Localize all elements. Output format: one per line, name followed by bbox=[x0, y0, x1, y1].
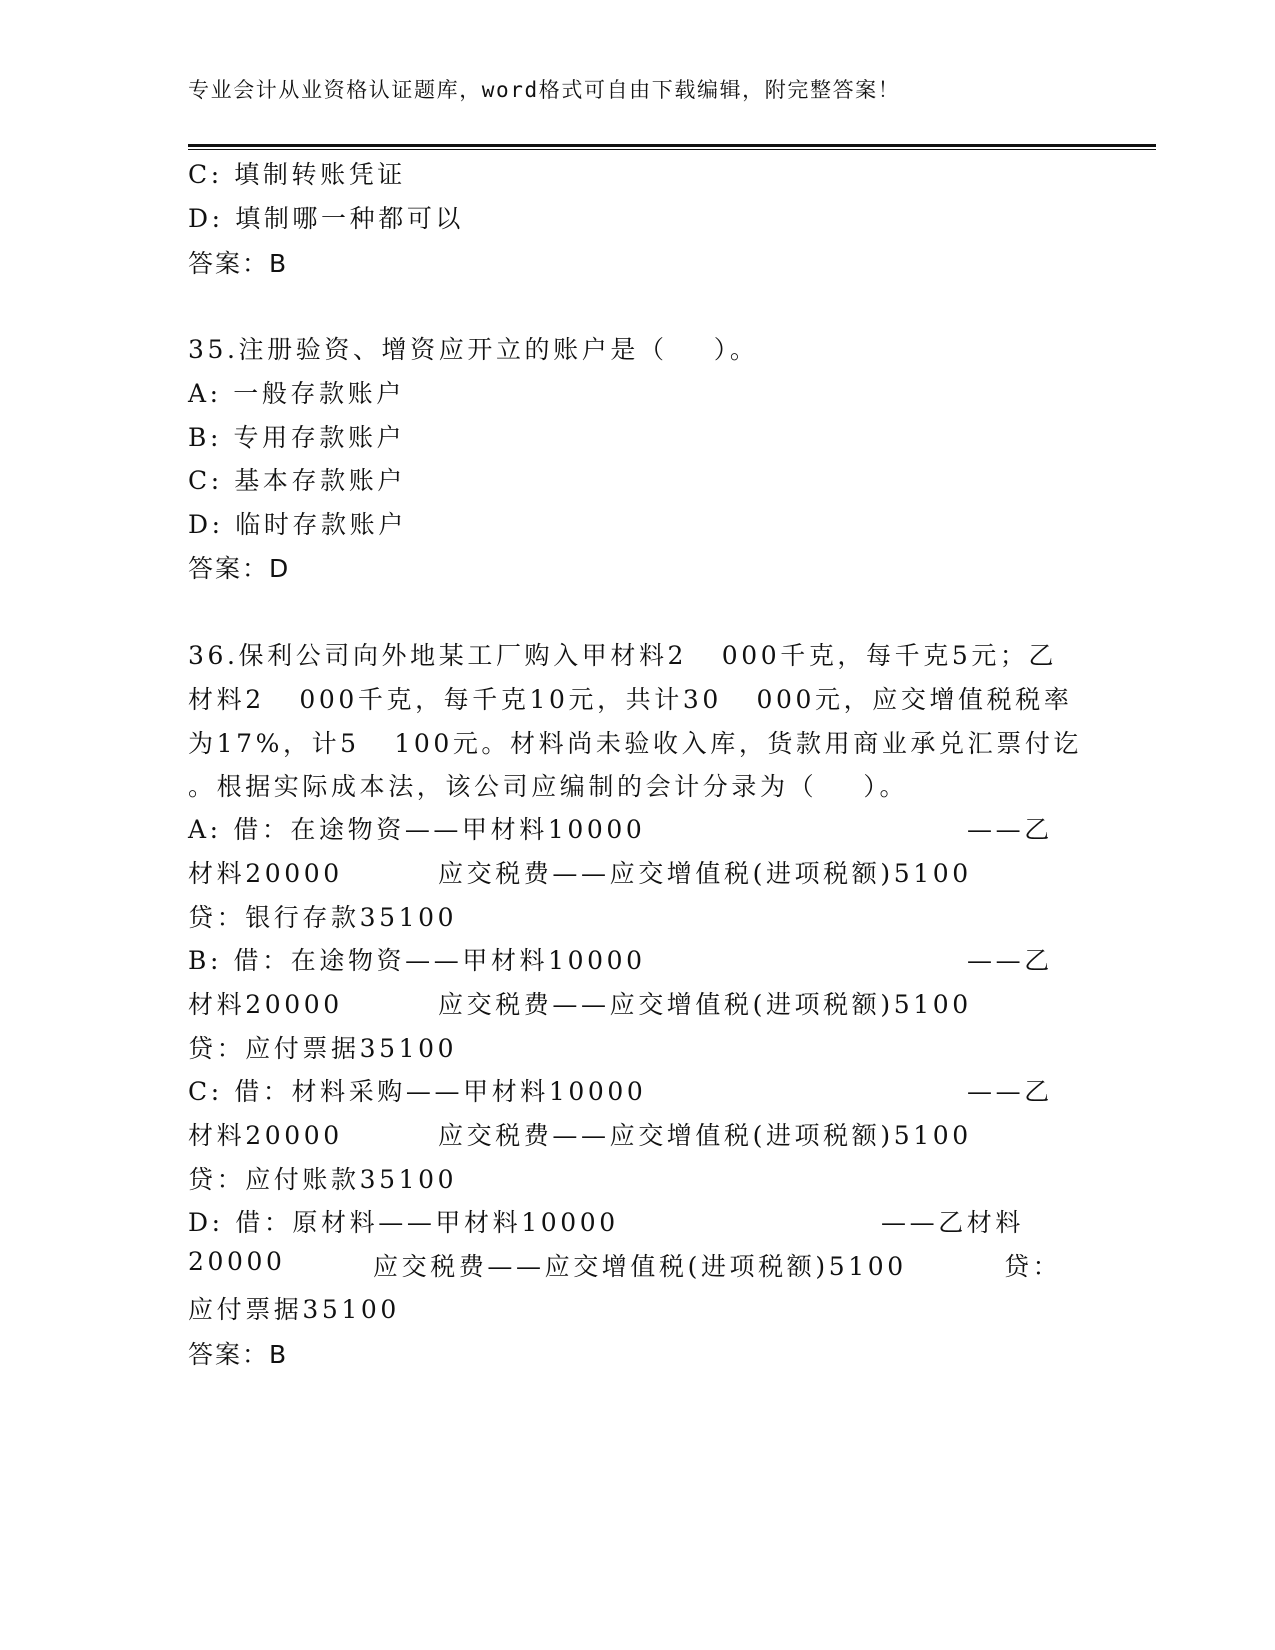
q36-option-b-continuation: ——乙 bbox=[967, 946, 1053, 975]
q35-stem: 35.注册验资、增资应开立的账户是（ ）。 bbox=[188, 335, 759, 364]
q36-option-c-continuation: ——乙 bbox=[967, 1077, 1053, 1106]
q34-option-c: C: 填制转账凭证 bbox=[188, 160, 406, 189]
page-header: 专业会计从业资格认证题库，word格式可自由下载编辑，附完整答案！ bbox=[188, 78, 901, 102]
q36-stem-line-1: 36.保利公司向外地某工厂购入甲材料2 000千克，每千克5元；乙 bbox=[188, 641, 1058, 670]
q36-option-d-credit: 应付票据35100 bbox=[188, 1295, 400, 1324]
q36-option-c-line-1: C: 借：材料采购——甲材料10000 bbox=[188, 1077, 647, 1106]
q35-option-c: C: 基本存款账户 bbox=[188, 466, 406, 495]
q36-option-a-continuation: ——乙 bbox=[967, 815, 1053, 844]
q36-option-c-tax-entry: 应交税费——应交增值税(进项税额)5100 bbox=[438, 1121, 972, 1150]
q36-option-d-tax-entry: 应交税费——应交增值税(进项税额)5100 bbox=[373, 1252, 907, 1281]
q36-option-c-line-2: 材料20000 bbox=[188, 1121, 343, 1150]
q35-option-a: A: 一般存款账户 bbox=[188, 379, 405, 408]
q36-stem-line-4: 。根据实际成本法，该公司应编制的会计分录为（ ）。 bbox=[188, 772, 909, 801]
q36-option-d-line-2: 20000 bbox=[188, 1247, 286, 1276]
q36-option-a-line-1: A: 借：在途物资——甲材料10000 bbox=[188, 815, 646, 844]
q36-stem-line-3: 为17%，计5 100元。材料尚未验收入库，货款用商业承兑汇票付讫 bbox=[188, 729, 1083, 758]
q36-option-b-line-1: B: 借：在途物资——甲材料10000 bbox=[188, 946, 646, 975]
q36-option-a-line-2: 材料20000 bbox=[188, 859, 343, 888]
q34-option-d: D: 填制哪一种都可以 bbox=[188, 204, 465, 233]
q36-stem-line-2: 材料2 000千克，每千克10元，共计30 000元，应交增值税税率 bbox=[188, 685, 1073, 714]
q36-answer: 答案：B bbox=[188, 1340, 289, 1369]
q36-option-a-tax-entry: 应交税费——应交增值税(进项税额)5100 bbox=[438, 859, 972, 888]
q36-option-d-line-1: D: 借：原材料——甲材料10000 bbox=[188, 1208, 619, 1237]
q34-answer: 答案：B bbox=[188, 249, 289, 278]
q36-option-d-credit-label: 贷： bbox=[1004, 1252, 1062, 1281]
q36-option-d-continuation: ——乙材料 bbox=[881, 1208, 1025, 1237]
q35-answer: 答案：D bbox=[188, 554, 291, 583]
q36-option-b-tax-entry: 应交税费——应交增值税(进项税额)5100 bbox=[438, 990, 972, 1019]
q35-option-b: B: 专用存款账户 bbox=[188, 423, 406, 452]
q36-option-b-credit: 贷：应付票据35100 bbox=[188, 1034, 458, 1063]
q36-option-c-credit: 贷：应付账款35100 bbox=[188, 1165, 458, 1194]
header-rule bbox=[188, 144, 1156, 147]
q35-option-d: D: 临时存款账户 bbox=[188, 510, 407, 539]
q36-option-a-credit: 贷：银行存款35100 bbox=[188, 903, 458, 932]
q36-option-b-line-2: 材料20000 bbox=[188, 990, 343, 1019]
header-rule-thin bbox=[188, 149, 1156, 150]
